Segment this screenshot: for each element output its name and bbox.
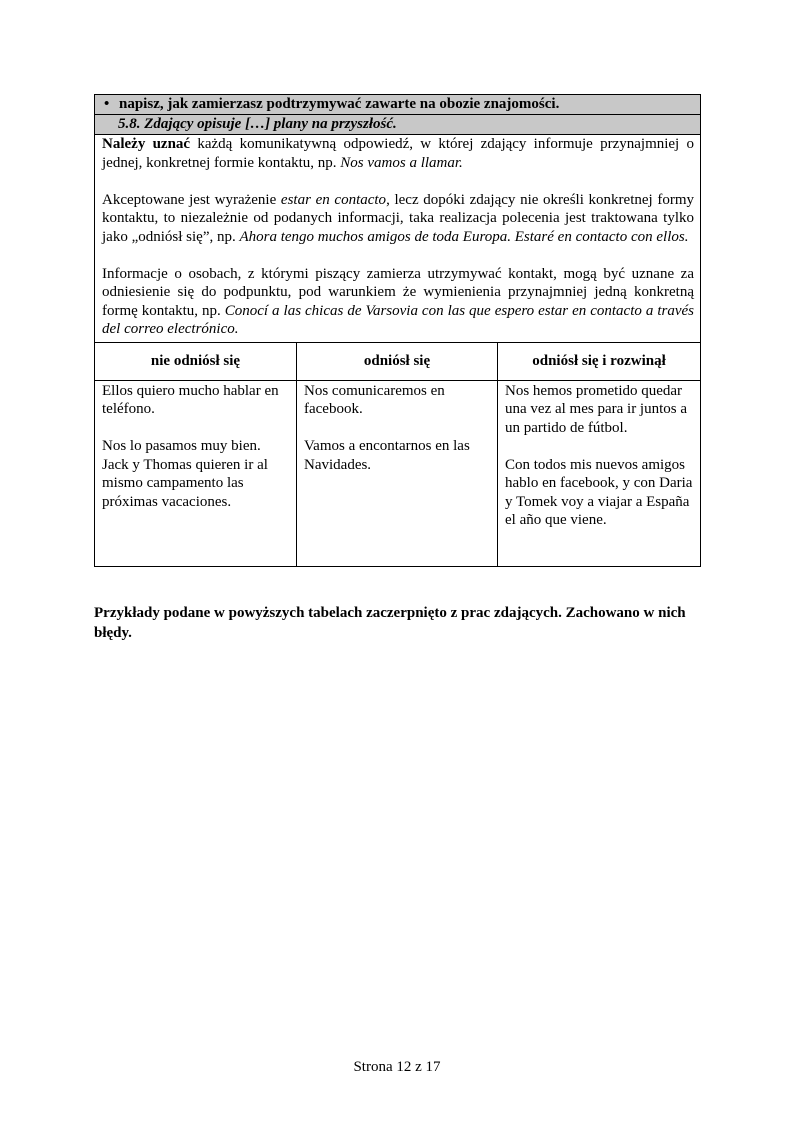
column-header-addressed: odniósł się bbox=[297, 342, 498, 380]
example-item: Nos lo pasamos muy bien. Jack y Thomas quieren ir al mismo campamento las próximas vacaciones. bbox=[102, 438, 268, 510]
example-item: Vamos a encontarnos en las Navidades. bbox=[304, 438, 470, 473]
column-header-not-addressed: nie odniósł się bbox=[95, 342, 297, 380]
page-number: Strona 12 z 17 bbox=[353, 1059, 441, 1075]
examples-addressed-developed bbox=[498, 380, 701, 566]
example-item: Ellos quiero mucho hablar en teléfono. bbox=[102, 382, 279, 417]
instruction-example-3: Conocí a las chicas de Varsovia con las que espero estar en contacto a través del correo electrónico. bbox=[102, 302, 694, 337]
bullet-icon: • bbox=[104, 96, 110, 112]
example-item: Nos hemos prometido quedar una vez al mes para ir juntos a un partido de fútbol. bbox=[505, 382, 688, 436]
instruction-text-1: każdą komunikatywną odpowiedź, w której zdający informuje przynajmniej o jednej, konkretnej formie kontaktu, np. bbox=[102, 136, 694, 171]
instruction-text-2a: Akceptowane jest wyrażenie bbox=[102, 191, 281, 208]
criterion-header bbox=[95, 115, 701, 135]
instruction-paragraph-2 bbox=[102, 191, 694, 247]
examples-note: Przykłady podane w powyższych tabelach zaczerpnięto z prac zdających. Zachowano w nich błędy. bbox=[94, 605, 686, 641]
instruction-text-2b: , lecz dopóki zdający nie określi konkretnej formy kontaktu, to niezależnie od podanych informacji, taka realizacja polecenia jest traktowana tylko jako „odniósł się”, np. bbox=[102, 191, 695, 245]
instruction-paragraph-3 bbox=[102, 265, 694, 339]
task-text: napisz, jak zamierzasz podtrzymywać zawarte na obozie znajomości. bbox=[119, 96, 560, 112]
column-header-addressed-developed: odniósł się i rozwinął bbox=[498, 342, 701, 380]
instruction-term: estar en contacto bbox=[280, 191, 387, 208]
instruction-paragraph-1 bbox=[102, 135, 694, 172]
example-item: Nos comunicaremos en facebook. bbox=[304, 382, 445, 417]
instruction-example-2: Ahora tengo muchos amigos de toda Europa. Estaré en contacto con ellos. bbox=[239, 228, 689, 245]
instructions-cell bbox=[95, 135, 701, 343]
instruction-bold-lead: Należy uznać bbox=[102, 136, 191, 152]
instruction-example-1: Nos vamos a llamar. bbox=[340, 154, 463, 171]
examples-not-addressed bbox=[95, 380, 297, 566]
instruction-text-3: Informacje o osobach, z którymi piszący zamierza utrzymywać kontakt, mogą być uznane za odniesienie się do podpunktu, pod warunkiem że wymienienia przynajmniej jedną konkretną formę kontaktu, np. bbox=[102, 265, 694, 319]
criteria-table bbox=[94, 94, 701, 567]
task-header bbox=[95, 95, 701, 115]
criterion-text: 5.8. Zdający opisuje […] plany na przyszłość. bbox=[118, 116, 397, 132]
examples-addressed bbox=[297, 380, 498, 566]
example-item: Con todos mis nuevos amigos hablo en facebook, y con Daria y Tomek voy a viajar a España el año que viene. bbox=[505, 456, 693, 528]
